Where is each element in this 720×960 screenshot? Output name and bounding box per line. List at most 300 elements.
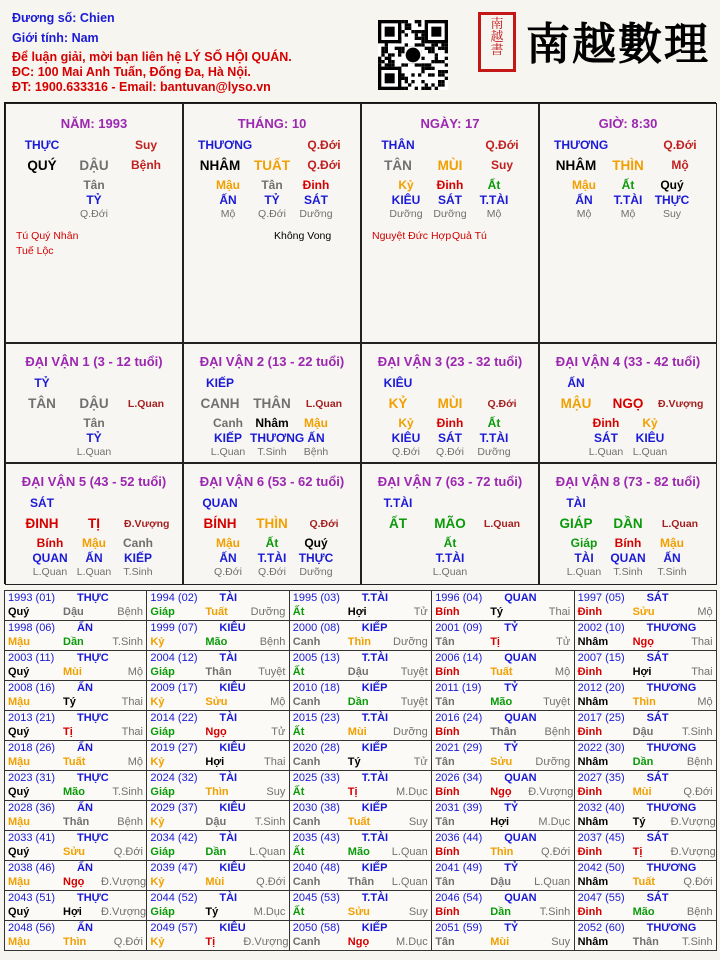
year-stem: Đinh bbox=[577, 906, 603, 918]
luck-branch: DẦN bbox=[613, 516, 643, 531]
year-stage: Suy bbox=[408, 816, 428, 828]
year-stage: T.Sinh bbox=[112, 786, 143, 798]
pillar-hidden-stage: Mộ bbox=[220, 208, 236, 220]
year-star: THƯƠNG bbox=[646, 622, 697, 634]
luck-hidden-star: THƯƠNG bbox=[250, 431, 305, 445]
luck-hidden-stage: L.Quan bbox=[566, 566, 602, 578]
luck-star: TÀI bbox=[566, 496, 586, 510]
year-star: T.TÀI bbox=[361, 592, 389, 604]
year-stem: Giáp bbox=[150, 666, 175, 678]
seal-char: 書 bbox=[490, 43, 504, 58]
year-star: ẤN bbox=[77, 622, 93, 634]
year-cell bbox=[4, 890, 147, 921]
year-cell bbox=[574, 830, 717, 861]
year-star: THỰC bbox=[77, 892, 109, 904]
year-star: ẤN bbox=[77, 802, 93, 814]
year-branch: Dậu bbox=[490, 876, 511, 888]
year-stem: Mậu bbox=[8, 636, 30, 648]
year-branch: Mão bbox=[205, 636, 228, 648]
year-cell bbox=[574, 590, 717, 621]
pillar-hidden-stem: Mậu bbox=[216, 178, 240, 192]
year-cell bbox=[431, 740, 574, 771]
year-stem: Tân bbox=[435, 876, 455, 888]
year-label: 2048 (56) bbox=[8, 922, 56, 934]
year-star: SÁT bbox=[646, 652, 669, 664]
year-stage: M.Dục bbox=[538, 816, 571, 828]
year-stem: Kỷ bbox=[150, 936, 165, 948]
pillar-hidden-star: SÁT bbox=[304, 193, 328, 207]
pillar-hidden-star: ẤN bbox=[575, 193, 593, 207]
year-branch: Dần bbox=[63, 636, 84, 648]
year-branch: Tị bbox=[205, 936, 216, 948]
luck-star: KIẾP bbox=[205, 376, 234, 390]
luck-stage: Đ.Vượng bbox=[124, 518, 170, 530]
year-cell bbox=[574, 920, 717, 951]
luck-pillar-box bbox=[361, 343, 539, 463]
year-stage: Tuyệt bbox=[400, 696, 428, 708]
year-label: 2039 (47) bbox=[150, 862, 198, 874]
year-stem: Đinh bbox=[577, 786, 603, 798]
year-label: 2042 (50) bbox=[577, 862, 625, 874]
year-label: 2004 (12) bbox=[150, 652, 198, 664]
year-cell bbox=[4, 800, 147, 831]
year-star: KIẾP bbox=[361, 862, 388, 874]
year-branch: Thìn bbox=[632, 696, 656, 708]
pillar-note: Không Vong bbox=[274, 230, 332, 242]
pillar-hidden-stem: Tân bbox=[261, 178, 283, 192]
earthly-branch: THÌN bbox=[612, 158, 644, 173]
year-cell bbox=[574, 800, 717, 831]
luck-hidden-stage: T.Sinh bbox=[657, 566, 687, 578]
pillar-stage: Q.Đới bbox=[307, 138, 341, 152]
luck-branch: THÂN bbox=[253, 396, 291, 411]
year-star: TỶ bbox=[504, 622, 519, 634]
year-label: 2032 (40) bbox=[577, 802, 625, 814]
year-star: T.TÀI bbox=[361, 892, 389, 904]
year-cell bbox=[574, 890, 717, 921]
year-stem: Quý bbox=[8, 726, 30, 738]
phone-email-line[interactable]: ĐT: 1900.633316 - Email: bantuvan@lyso.vn bbox=[12, 80, 271, 94]
year-cell bbox=[4, 740, 147, 771]
year-stage: Q.Đới bbox=[683, 876, 713, 888]
year-stage: M.Dục bbox=[253, 906, 286, 918]
luck-hidden-star: KIÊU bbox=[391, 431, 421, 445]
luck-stem: TÂN bbox=[28, 396, 56, 411]
luck-hidden-stage: Q.Đới bbox=[258, 566, 286, 578]
year-stem: Giáp bbox=[150, 786, 175, 798]
year-star: ẤN bbox=[77, 862, 93, 874]
year-stem: Quý bbox=[8, 606, 30, 618]
year-label: 2041 (49) bbox=[435, 862, 483, 874]
year-cell bbox=[289, 920, 432, 951]
year-stem: Ất bbox=[292, 606, 305, 618]
pillar-hidden-stage: Q.Đới bbox=[80, 208, 108, 220]
luck-stage: Đ.Vượng bbox=[658, 398, 704, 410]
year-label: 2002 (10) bbox=[577, 622, 625, 634]
luck-pillar-title: ĐẠI VẬN 8 (73 - 82 tuổi) bbox=[555, 474, 701, 489]
year-cell bbox=[431, 920, 574, 951]
luck-star: QUAN bbox=[202, 496, 238, 510]
year-stem: Quý bbox=[8, 786, 30, 798]
year-label: 2044 (52) bbox=[150, 892, 198, 904]
year-label: 1997 (05) bbox=[577, 592, 625, 604]
year-label: 2006 (14) bbox=[435, 652, 483, 664]
year-label: 2028 (36) bbox=[8, 802, 56, 814]
year-cell bbox=[574, 620, 717, 651]
brand-logo: 南越數理 bbox=[526, 19, 710, 70]
year-stem: Kỷ bbox=[150, 816, 165, 828]
year-cell bbox=[4, 710, 147, 741]
year-cell bbox=[431, 770, 574, 801]
year-label: 2009 (17) bbox=[150, 682, 198, 694]
year-label: 2049 (57) bbox=[150, 922, 198, 934]
year-stage: L.Quan bbox=[249, 846, 286, 858]
year-stage: Đ.Vượng bbox=[101, 906, 147, 918]
address-line: ĐC: 100 Mai Anh Tuấn, Đống Đa, Hà Nội. bbox=[12, 65, 251, 79]
year-stem: Quý bbox=[8, 666, 30, 678]
year-stage: Dưỡng bbox=[393, 636, 428, 648]
luck-hidden-star: KIẾP bbox=[123, 551, 152, 565]
luck-branch: NGỌ bbox=[612, 396, 644, 411]
year-branch: Tuất bbox=[347, 816, 371, 828]
luck-star: T.TÀI bbox=[383, 496, 413, 510]
pillar-hidden-stage: Q.Đới bbox=[258, 208, 286, 220]
year-stage: Tuyệt bbox=[400, 666, 428, 678]
year-label: 2014 (22) bbox=[150, 712, 198, 724]
year-label: 2047 (55) bbox=[577, 892, 625, 904]
year-label: 2017 (25) bbox=[577, 712, 625, 724]
year-label: 2045 (53) bbox=[292, 892, 340, 904]
year-cell bbox=[431, 620, 574, 651]
year-stage: T.Sinh bbox=[254, 816, 286, 828]
year-label: 2010 (18) bbox=[292, 682, 340, 694]
year-star: T.TÀI bbox=[361, 832, 389, 844]
year-label: 2013 (21) bbox=[8, 712, 56, 724]
year-label: 2021 (29) bbox=[435, 742, 483, 754]
year-star: TÀI bbox=[219, 892, 238, 904]
year-branch: Tý bbox=[490, 606, 504, 618]
pillar-stage: Suy bbox=[134, 138, 157, 152]
year-label: 2011 (19) bbox=[435, 682, 482, 694]
pillar-title: NGÀY: 17 bbox=[420, 116, 480, 131]
year-stage: Thai bbox=[121, 726, 143, 738]
year-label: 1996 (04) bbox=[435, 592, 483, 604]
year-stage: Tử bbox=[271, 726, 286, 738]
year-star: QUAN bbox=[504, 712, 537, 724]
earthly-branch: TUẤT bbox=[254, 158, 290, 173]
year-stem: Mậu bbox=[8, 696, 30, 708]
luck-hidden-stage: L.Quan bbox=[432, 566, 468, 578]
year-label: 2007 (15) bbox=[577, 652, 625, 664]
pillar-star: THỰC bbox=[24, 138, 60, 152]
year-cell bbox=[289, 620, 432, 651]
luck-hidden-star: ẤN bbox=[663, 551, 681, 565]
luck-pillar-title: ĐẠI VẬN 6 (53 - 62 tuổi) bbox=[199, 474, 345, 489]
year-cell bbox=[289, 650, 432, 681]
luck-hidden-star: SÁT bbox=[438, 431, 462, 445]
pillar-hidden-stage: Mộ bbox=[576, 208, 592, 220]
year-branch: Dậu bbox=[63, 606, 84, 618]
luck-hidden-star: TỶ bbox=[86, 431, 102, 445]
pillar-hidden-stem: Kỷ bbox=[398, 178, 414, 192]
year-label: 2024 (32) bbox=[150, 772, 198, 784]
pillar-box bbox=[361, 103, 539, 343]
year-cell bbox=[146, 620, 289, 651]
year-cell bbox=[146, 860, 289, 891]
seal-char: 越 bbox=[490, 30, 504, 45]
pillar-box bbox=[539, 103, 717, 343]
year-star: TỶ bbox=[504, 802, 519, 814]
year-stem: Bính bbox=[435, 726, 460, 738]
pillar-star: THƯƠNG bbox=[198, 138, 253, 152]
year-branch: Thân bbox=[205, 666, 232, 678]
luck-hidden-star: SÁT bbox=[594, 431, 618, 445]
year-cell bbox=[431, 680, 574, 711]
year-star: THỰC bbox=[77, 712, 109, 724]
year-stem: Kỷ bbox=[150, 636, 165, 648]
pillar-hidden-stem: Đinh bbox=[436, 178, 464, 192]
luck-stage: Q.Đới bbox=[487, 398, 517, 410]
year-stem: Ất bbox=[292, 906, 305, 918]
year-label: 2027 (35) bbox=[577, 772, 625, 784]
year-cell bbox=[4, 830, 147, 861]
year-label: 2026 (34) bbox=[435, 772, 483, 784]
year-cell bbox=[4, 770, 147, 801]
year-stem: Đinh bbox=[577, 666, 603, 678]
luck-hidden-stem: Nhâm bbox=[255, 416, 289, 430]
owner-name: Đương số: Chien bbox=[12, 11, 115, 25]
year-cell bbox=[431, 710, 574, 741]
year-star: ẤN bbox=[77, 922, 93, 934]
year-stage: Mộ bbox=[127, 756, 143, 768]
year-label: 2051 (59) bbox=[435, 922, 483, 934]
year-stem: Canh bbox=[292, 696, 321, 708]
seal-char: 南 bbox=[490, 17, 504, 32]
pillar-hidden-star: THỰC bbox=[654, 193, 690, 207]
year-stem: Nhâm bbox=[577, 876, 609, 888]
pillar-hidden-stage: Dưỡng bbox=[389, 208, 423, 220]
qr-code-icon bbox=[378, 20, 448, 90]
year-stem: Bính bbox=[435, 906, 460, 918]
year-cell bbox=[574, 680, 717, 711]
year-stage: L.Quan bbox=[391, 846, 428, 858]
luck-hidden-stage: L.Quan bbox=[32, 566, 68, 578]
year-branch: Sửu bbox=[632, 606, 655, 618]
pillar-hidden-stem: Đinh bbox=[302, 178, 330, 192]
year-star: SÁT bbox=[646, 772, 669, 784]
year-label: 2000 (08) bbox=[292, 622, 340, 634]
year-cell bbox=[146, 830, 289, 861]
year-stem: Ất bbox=[292, 726, 305, 738]
year-star: THƯƠNG bbox=[646, 802, 697, 814]
year-stem: Bính bbox=[435, 846, 460, 858]
year-cell bbox=[4, 590, 147, 621]
year-star: TÀI bbox=[219, 652, 238, 664]
year-branch: Ngọ bbox=[205, 726, 227, 738]
year-cell bbox=[289, 890, 432, 921]
year-stage: Dưỡng bbox=[250, 606, 286, 618]
year-stage: Suy bbox=[408, 906, 428, 918]
heavenly-stem: NHÂM bbox=[555, 158, 597, 173]
year-stem: Tân bbox=[435, 936, 455, 948]
year-stem: Đinh bbox=[577, 606, 603, 618]
year-star: TỶ bbox=[504, 922, 519, 934]
year-star: KIẾP bbox=[361, 682, 388, 694]
luck-star: TỶ bbox=[34, 376, 50, 390]
luck-hidden-stem: Canh bbox=[213, 416, 243, 430]
luck-branch: MÃO bbox=[434, 516, 466, 531]
year-star: KIÊU bbox=[219, 682, 246, 694]
year-cell bbox=[146, 650, 289, 681]
luck-star: ẤN bbox=[567, 376, 585, 390]
pillar-note: Tú Quý Nhân bbox=[16, 230, 79, 242]
contact-line: Để luận giải, mời bạn liên hệ LÝ SỐ HỘI QUÁN. bbox=[12, 50, 292, 64]
year-label: 2034 (42) bbox=[150, 832, 198, 844]
luck-hidden-stage: T.Sinh bbox=[613, 566, 643, 578]
year-cell bbox=[4, 920, 147, 951]
year-label: 2029 (37) bbox=[150, 802, 198, 814]
year-star: KIẾP bbox=[361, 622, 388, 634]
year-cell bbox=[289, 830, 432, 861]
year-cell bbox=[146, 680, 289, 711]
year-branch: Hợi bbox=[63, 906, 82, 918]
luck-hidden-star: THỰC bbox=[298, 551, 334, 565]
year-stage: L.Quan bbox=[534, 876, 571, 888]
year-star: T.TÀI bbox=[361, 652, 389, 664]
year-star: QUAN bbox=[504, 892, 537, 904]
year-cell bbox=[146, 770, 289, 801]
year-branch: Hợi bbox=[205, 756, 225, 768]
year-branch: Mùi bbox=[490, 936, 510, 948]
pillar-hidden-star: ẤN bbox=[219, 193, 237, 207]
pillar-hidden-stem: Ất bbox=[621, 178, 635, 192]
pillar-stage: Q.Đới bbox=[663, 138, 697, 152]
year-star: KIÊU bbox=[219, 622, 246, 634]
luck-hidden-stage: L.Quan bbox=[632, 446, 668, 458]
year-star: QUAN bbox=[504, 652, 537, 664]
year-stem: Kỷ bbox=[150, 756, 165, 768]
year-cell bbox=[146, 890, 289, 921]
pillar-box bbox=[183, 103, 361, 343]
year-label: 2003 (11) bbox=[8, 652, 55, 664]
year-stage: M.Dục bbox=[396, 936, 428, 948]
year-stage: Đ.Vượng bbox=[670, 846, 716, 858]
year-stage: Q.Đới bbox=[683, 786, 713, 798]
luck-branch: THÌN bbox=[256, 516, 288, 531]
year-branch: Dậu bbox=[347, 666, 369, 678]
luck-hidden-star: T.TÀI bbox=[479, 431, 509, 445]
luck-hidden-stem: Mậu bbox=[82, 536, 106, 550]
luck-hidden-stage: Bệnh bbox=[303, 446, 329, 458]
pillar-hidden-stage: Dưỡng bbox=[299, 208, 333, 220]
luck-hidden-stage: Q.Đới bbox=[392, 446, 420, 458]
year-cell bbox=[574, 860, 717, 891]
year-branch: Hợi bbox=[490, 816, 510, 828]
year-label: 1994 (02) bbox=[150, 592, 198, 604]
year-label: 2038 (46) bbox=[8, 862, 56, 874]
year-stage: Bệnh bbox=[117, 606, 143, 618]
year-branch: Sửu bbox=[347, 906, 370, 918]
year-branch: Mùi bbox=[63, 666, 82, 678]
year-stem: Tân bbox=[435, 816, 455, 828]
year-stage: Đ.Vượng bbox=[243, 936, 289, 948]
year-branch: Tý bbox=[205, 906, 219, 918]
luck-star: KIÊU bbox=[383, 376, 413, 390]
luck-hidden-stem: Kỷ bbox=[398, 416, 414, 430]
luck-hidden-star: KIÊU bbox=[635, 431, 665, 445]
earthly-branch: MÙI bbox=[437, 158, 463, 173]
luck-pillar-title: ĐẠI VẬN 5 (43 - 52 tuổi) bbox=[21, 474, 167, 489]
year-label: 2015 (23) bbox=[292, 712, 340, 724]
year-cell bbox=[431, 800, 574, 831]
year-stage: Mộ bbox=[697, 696, 713, 708]
year-star: QUAN bbox=[504, 772, 537, 784]
year-label: 2030 (38) bbox=[292, 802, 340, 814]
year-branch: Thân bbox=[347, 876, 375, 888]
year-branch: Thân bbox=[490, 726, 517, 738]
year-branch: Thìn bbox=[490, 846, 514, 858]
year-cell bbox=[289, 770, 432, 801]
year-stem: Nhâm bbox=[577, 696, 609, 708]
year-branch: Thân bbox=[63, 816, 90, 828]
luck-hidden-star: QUAN bbox=[610, 551, 646, 565]
year-branch: Mão bbox=[490, 696, 513, 708]
year-stage: T.Sinh bbox=[539, 906, 571, 918]
year-cell bbox=[431, 890, 574, 921]
year-stage: Q.Đới bbox=[256, 876, 286, 888]
year-stage: Suy bbox=[551, 936, 571, 948]
pillar-hidden-star: SÁT bbox=[438, 193, 462, 207]
year-branch: Sửu bbox=[490, 756, 513, 768]
pillar-note: Nguyệt Đức Hợp bbox=[372, 230, 452, 242]
year-stem: Đinh bbox=[577, 726, 603, 738]
luck-branch: DẬU bbox=[79, 396, 109, 411]
year-label: 2023 (31) bbox=[8, 772, 56, 784]
year-stem: Bính bbox=[435, 666, 460, 678]
year-stage: Tử bbox=[413, 606, 428, 618]
year-cell bbox=[289, 860, 432, 891]
luck-hidden-star: QUAN bbox=[32, 551, 68, 565]
year-star: TÀI bbox=[219, 712, 238, 724]
luck-hidden-star: ẤN bbox=[219, 551, 237, 565]
branch-stage: Suy bbox=[490, 158, 513, 172]
year-cell bbox=[431, 650, 574, 681]
pillar-note: Quả Tú bbox=[452, 230, 487, 242]
luck-hidden-stem: Ất bbox=[443, 536, 457, 550]
year-star: TÀI bbox=[219, 592, 238, 604]
year-cell bbox=[431, 860, 574, 891]
luck-hidden-stage: Dưỡng bbox=[299, 566, 333, 578]
year-stage: Tuyệt bbox=[258, 666, 286, 678]
year-stage: Mộ bbox=[270, 696, 286, 708]
year-label: 2025 (33) bbox=[292, 772, 340, 784]
year-branch: Tị bbox=[490, 636, 500, 648]
year-star: THỰC bbox=[77, 832, 109, 844]
year-label: 1998 (06) bbox=[8, 622, 56, 634]
luck-pillar-title: ĐẠI VẬN 2 (13 - 22 tuổi) bbox=[199, 354, 345, 369]
luck-stem: ẤT bbox=[389, 516, 407, 531]
year-star: KIÊU bbox=[219, 862, 246, 874]
year-stem: Canh bbox=[292, 936, 321, 948]
year-stem: Nhâm bbox=[577, 816, 609, 828]
luck-hidden-stage: Dưỡng bbox=[477, 446, 511, 458]
heavenly-stem: TÂN bbox=[384, 158, 412, 173]
year-stage: Đ.Vượng bbox=[101, 876, 147, 888]
year-stem: Tân bbox=[435, 696, 455, 708]
pillar-box bbox=[5, 103, 183, 343]
year-stem: Mậu bbox=[8, 816, 30, 828]
year-stage: Suy bbox=[266, 786, 286, 798]
